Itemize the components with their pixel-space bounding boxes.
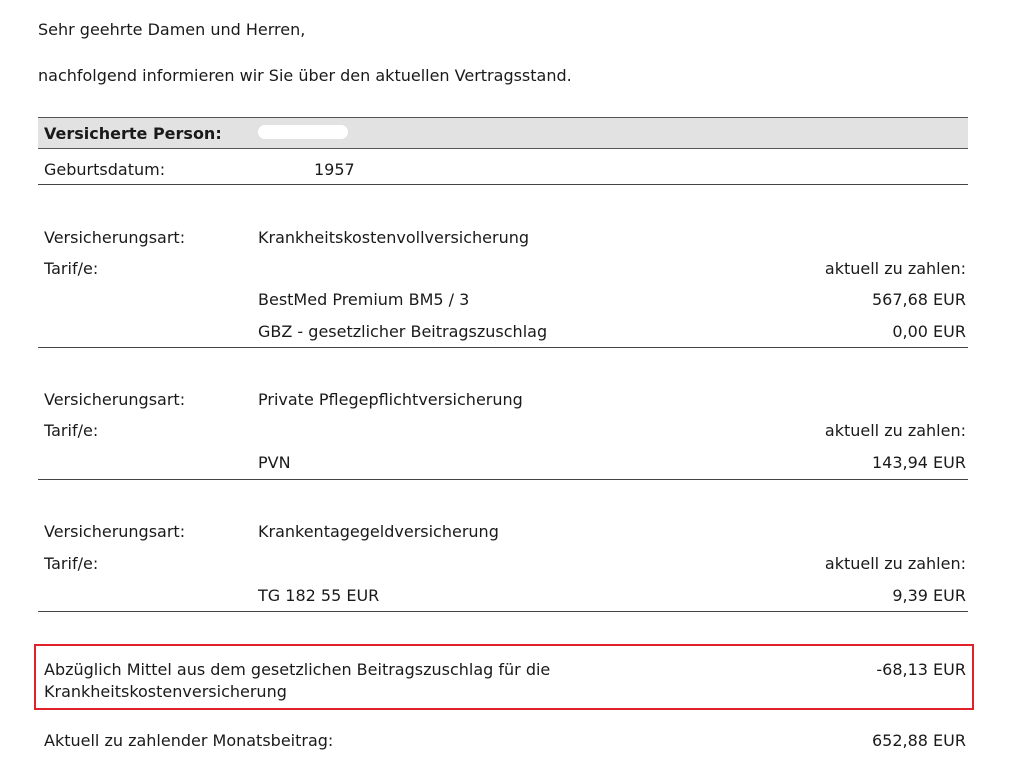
tariff-label: Tarif/e:: [44, 554, 99, 573]
payable-header: aktuell zu zahlen:: [824, 554, 966, 573]
insurance-type-value: Private Pflegepflichtversicherung: [258, 390, 523, 409]
tariff-amount: 143,94 EUR: [871, 453, 966, 472]
tariff-amount: 0,00 EUR: [892, 322, 966, 341]
deduction-text-line1: Abzüglich Mittel aus dem gesetzlichen Beitragszuschlag für die: [44, 660, 551, 679]
tariff-amount: 567,68 EUR: [871, 290, 966, 309]
divider: [38, 479, 968, 480]
tariff-name: PVN: [258, 453, 291, 472]
divider: [38, 611, 968, 612]
insurance-type-label: Versicherungsart:: [44, 228, 186, 247]
tariff-label: Tarif/e:: [44, 421, 99, 440]
payable-header: aktuell zu zahlen:: [824, 259, 966, 278]
tariff-name: GBZ - gesetzlicher Beitragszuschlag: [258, 322, 548, 341]
monthly-total-amount: 652,88 EUR: [871, 731, 966, 750]
insurance-type-label: Versicherungsart:: [44, 390, 186, 409]
deduction-amount: -68,13 EUR: [876, 660, 966, 679]
birth-date-label: Geburtsdatum:: [44, 160, 166, 179]
redacted-name: [258, 125, 348, 139]
divider: [38, 184, 968, 185]
insurance-type-value: Krankentagegeldversicherung: [258, 522, 499, 541]
insurance-type-label: Versicherungsart:: [44, 522, 186, 541]
intro-text: nachfolgend informieren wir Sie über den aktuellen Vertragsstand.: [38, 66, 572, 85]
tariff-name: TG 182 55 EUR: [258, 586, 380, 605]
tariff-amount: 9,39 EUR: [892, 586, 966, 605]
divider: [38, 347, 968, 348]
tariff-name: BestMed Premium BM5 / 3: [258, 290, 470, 309]
greeting: Sehr geehrte Damen und Herren,: [38, 20, 306, 39]
birth-date-value: 1957: [314, 160, 355, 179]
payable-header: aktuell zu zahlen:: [824, 421, 966, 440]
insurance-type-value: Krankheitskostenvollversicherung: [258, 228, 530, 247]
deduction-text-line2: Krankheitskostenversicherung: [44, 682, 287, 701]
tariff-label: Tarif/e:: [44, 259, 99, 278]
monthly-total-label: Aktuell zu zahlender Monatsbeitrag:: [44, 731, 334, 750]
insured-person-label: Versicherte Person:: [44, 124, 222, 143]
